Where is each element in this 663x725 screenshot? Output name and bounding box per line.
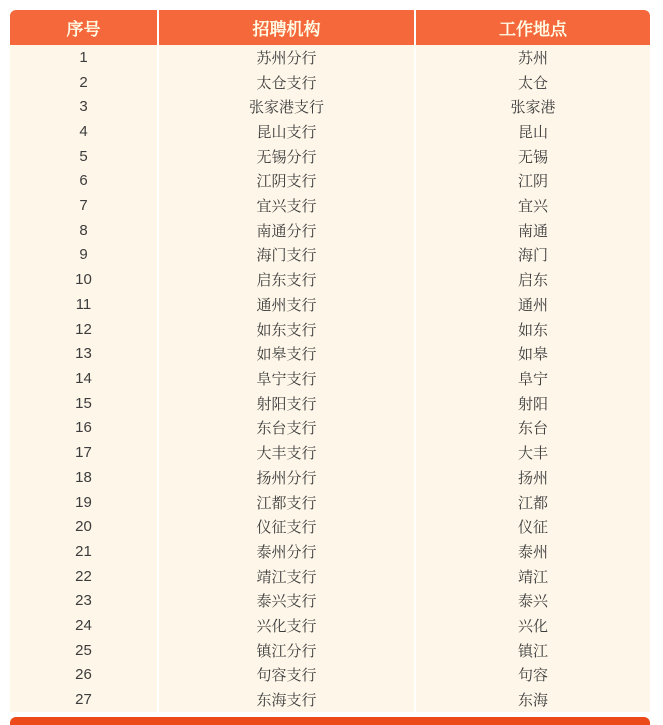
header-cell-location: 工作地点 xyxy=(414,10,650,45)
table-row xyxy=(10,687,650,712)
row-location-cell: 泰兴 xyxy=(414,588,650,613)
row-index-cell: 2 xyxy=(79,73,88,91)
table-row xyxy=(10,267,650,292)
row-organization-cell: 江都支行 xyxy=(157,490,414,515)
row-organization-cell: 泰州分行 xyxy=(157,539,414,564)
row-index-cell: 12 xyxy=(75,320,92,338)
row-index-cell: 14 xyxy=(75,369,92,387)
recruitment-table xyxy=(10,10,650,725)
row-location-cell: 镇江 xyxy=(414,638,650,663)
table-row xyxy=(10,564,650,589)
row-index-cell: 9 xyxy=(79,246,88,264)
table-row xyxy=(10,218,650,243)
row-organization-cell: 启东支行 xyxy=(157,267,414,292)
row-index-cell: 3 xyxy=(79,98,88,116)
row-index-cell: 26 xyxy=(75,666,92,684)
row-organization-cell: 大丰支行 xyxy=(157,440,414,465)
row-organization-cell: 通州支行 xyxy=(157,292,414,317)
row-organization-cell: 昆山支行 xyxy=(157,119,414,144)
row-organization-cell: 东台支行 xyxy=(157,416,414,441)
header-cell-index: 序号 xyxy=(66,20,101,39)
table-row xyxy=(10,45,650,70)
row-location-cell: 昆山 xyxy=(414,119,650,144)
row-organization-cell: 扬州分行 xyxy=(157,465,414,490)
table-row xyxy=(10,292,650,317)
row-location-cell: 大丰 xyxy=(414,440,650,465)
row-organization-cell: 泰兴支行 xyxy=(157,588,414,613)
row-organization-cell: 海门支行 xyxy=(157,243,414,268)
row-index-cell: 18 xyxy=(75,468,92,486)
row-location-cell: 泰州 xyxy=(414,539,650,564)
row-index-cell: 17 xyxy=(75,444,92,462)
row-organization-cell: 江阴支行 xyxy=(157,169,414,194)
row-location-cell: 仪征 xyxy=(414,514,650,539)
row-organization-cell: 无锡分行 xyxy=(157,144,414,169)
table-body xyxy=(10,45,650,712)
row-organization-cell: 张家港支行 xyxy=(157,94,414,119)
row-index-cell: 13 xyxy=(75,345,92,363)
table-row xyxy=(10,663,650,688)
row-index-cell: 22 xyxy=(75,567,92,585)
table-row xyxy=(10,440,650,465)
row-location-cell: 东台 xyxy=(414,416,650,441)
table-row xyxy=(10,391,650,416)
next-table-header-edge xyxy=(10,717,650,725)
row-index-cell: 5 xyxy=(79,147,88,165)
row-index-cell: 20 xyxy=(75,518,92,536)
row-organization-cell: 兴化支行 xyxy=(157,613,414,638)
row-index-cell: 16 xyxy=(75,419,92,437)
row-index-cell: 15 xyxy=(75,394,92,412)
table-row xyxy=(10,94,650,119)
row-index-cell: 21 xyxy=(75,542,92,560)
row-organization-cell: 射阳支行 xyxy=(157,391,414,416)
row-location-cell: 阜宁 xyxy=(414,366,650,391)
row-location-cell: 射阳 xyxy=(414,391,650,416)
table-row xyxy=(10,341,650,366)
row-location-cell: 兴化 xyxy=(414,613,650,638)
row-organization-cell: 南通分行 xyxy=(157,218,414,243)
row-location-cell: 如皋 xyxy=(414,341,650,366)
row-index-cell: 19 xyxy=(75,493,92,511)
row-location-cell: 扬州 xyxy=(414,465,650,490)
row-location-cell: 启东 xyxy=(414,267,650,292)
row-location-cell: 东海 xyxy=(414,687,650,712)
table-row xyxy=(10,70,650,95)
table-row xyxy=(10,366,650,391)
row-index-cell: 11 xyxy=(75,295,92,313)
row-organization-cell: 如皋支行 xyxy=(157,341,414,366)
row-location-cell: 江都 xyxy=(414,490,650,515)
row-index-cell: 8 xyxy=(79,221,88,239)
row-index-cell: 24 xyxy=(75,617,92,635)
row-location-cell: 太仓 xyxy=(414,70,650,95)
row-index-cell: 25 xyxy=(75,641,92,659)
table-row xyxy=(10,490,650,515)
row-organization-cell: 如东支行 xyxy=(157,317,414,342)
row-location-cell: 无锡 xyxy=(414,144,650,169)
row-location-cell: 宜兴 xyxy=(414,193,650,218)
row-organization-cell: 仪征支行 xyxy=(157,514,414,539)
row-location-cell: 苏州 xyxy=(414,45,650,70)
table-row xyxy=(10,613,650,638)
row-index-cell: 6 xyxy=(79,172,88,190)
table-row xyxy=(10,539,650,564)
table-row xyxy=(10,514,650,539)
row-organization-cell: 东海支行 xyxy=(157,687,414,712)
row-index-cell: 27 xyxy=(75,691,92,709)
row-organization-cell: 靖江支行 xyxy=(157,564,414,589)
row-index-cell: 4 xyxy=(79,122,88,140)
row-location-cell: 通州 xyxy=(414,292,650,317)
row-location-cell: 靖江 xyxy=(414,564,650,589)
row-organization-cell: 镇江分行 xyxy=(157,638,414,663)
row-location-cell: 南通 xyxy=(414,218,650,243)
row-location-cell: 句容 xyxy=(414,663,650,688)
table-row xyxy=(10,144,650,169)
table-row xyxy=(10,317,650,342)
table-row xyxy=(10,465,650,490)
table-row xyxy=(10,169,650,194)
table-row xyxy=(10,416,650,441)
row-organization-cell: 句容支行 xyxy=(157,663,414,688)
row-index-cell: 1 xyxy=(79,48,88,66)
table-row xyxy=(10,588,650,613)
row-location-cell: 江阴 xyxy=(414,169,650,194)
row-location-cell: 海门 xyxy=(414,243,650,268)
row-organization-cell: 苏州分行 xyxy=(157,45,414,70)
row-organization-cell: 宜兴支行 xyxy=(157,193,414,218)
row-index-cell: 7 xyxy=(79,197,88,215)
row-location-cell: 如东 xyxy=(414,317,650,342)
table-row xyxy=(10,119,650,144)
table-row xyxy=(10,638,650,663)
row-index-cell: 23 xyxy=(75,592,92,610)
row-index-cell: 10 xyxy=(75,271,92,289)
header-cell-organization: 招聘机构 xyxy=(157,10,414,45)
row-organization-cell: 太仓支行 xyxy=(157,70,414,95)
table-header-row xyxy=(10,10,650,45)
table-row xyxy=(10,193,650,218)
table-row xyxy=(10,243,650,268)
row-location-cell: 张家港 xyxy=(414,94,650,119)
row-organization-cell: 阜宁支行 xyxy=(157,366,414,391)
